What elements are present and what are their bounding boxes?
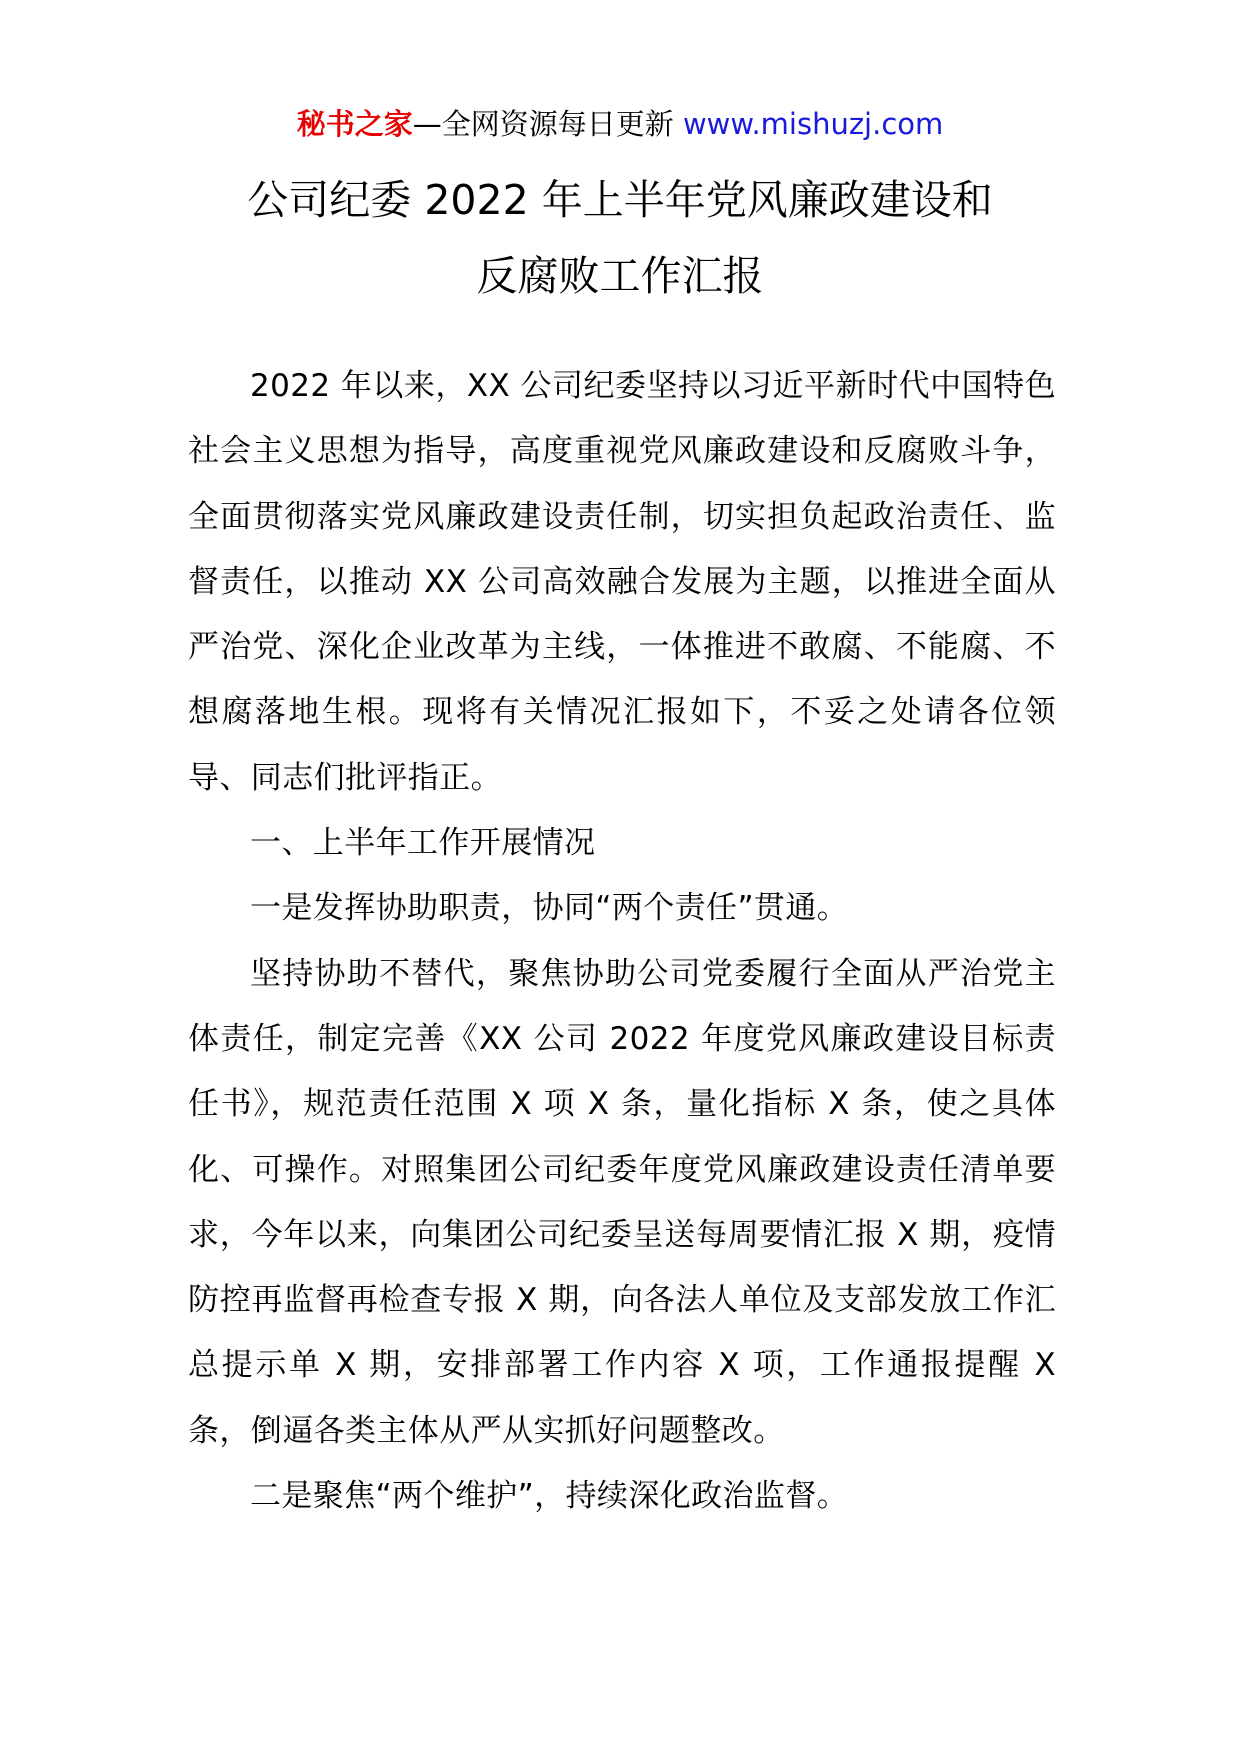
- document-title: [0, 162, 1240, 314]
- site-header: [0, 100, 1240, 148]
- site-url-link[interactable]: www.mishuzj.com: [682, 107, 944, 141]
- section-heading: 一、上半年工作开展情况: [250, 825, 596, 862]
- title-line-1: 公司纪委 2022 年上半年党风廉政建设和: [247, 176, 993, 224]
- brand-name: 秘书之家: [296, 107, 413, 141]
- subsection-heading-1: 一是发挥协助职责，协同“两个责任”贯通。: [250, 890, 849, 927]
- paragraph-intro: 2022 年以来，XX 公司纪委坚持以习近平新时代中国特色社会主义思想为指导，高度重视党风廉政建设和反腐败斗争，全面贯彻落实党风廉政建设责任制，切实担负起政治责任、监督责任，以推动 XX 公司高效融合发展为主题，以推进全面从严治党、深化企业改革为主线，一体推进不敢腐、不能腐、不想腐落地生根。现将有关情况汇报如下，不妥之处请各位领导、同志们批评指正。: [188, 368, 1056, 796]
- document-body: [188, 354, 1056, 1529]
- paragraph-body: 坚持协助不替代，聚焦协助公司党委履行全面从严治党主体责任，制定完善《XX 公司 2022 年度党风廉政建设目标责任书》，规范责任范围 X 项 X 条，量化指标 X 条，使之具体化、可操作。对照集团公司纪委年度党风廉政建设责任清单要求，今年以来，向集团公司纪委呈送每周要情汇报 X 期，疫情防控再监督再检查专报 X 期，向各法人单位及支部发放工作汇总提示单 X 期，安排部署工作内容 X 项，工作通报提醒 X 条，倒逼各类主体从严从实抓好问题整改。: [188, 955, 1056, 1449]
- header-tagline: —全网资源每日更新: [412, 107, 683, 141]
- subsection-heading-2: 二是聚焦“两个维护”，持续深化政治监督。: [250, 1478, 849, 1515]
- title-line-2: 反腐败工作汇报: [476, 252, 764, 300]
